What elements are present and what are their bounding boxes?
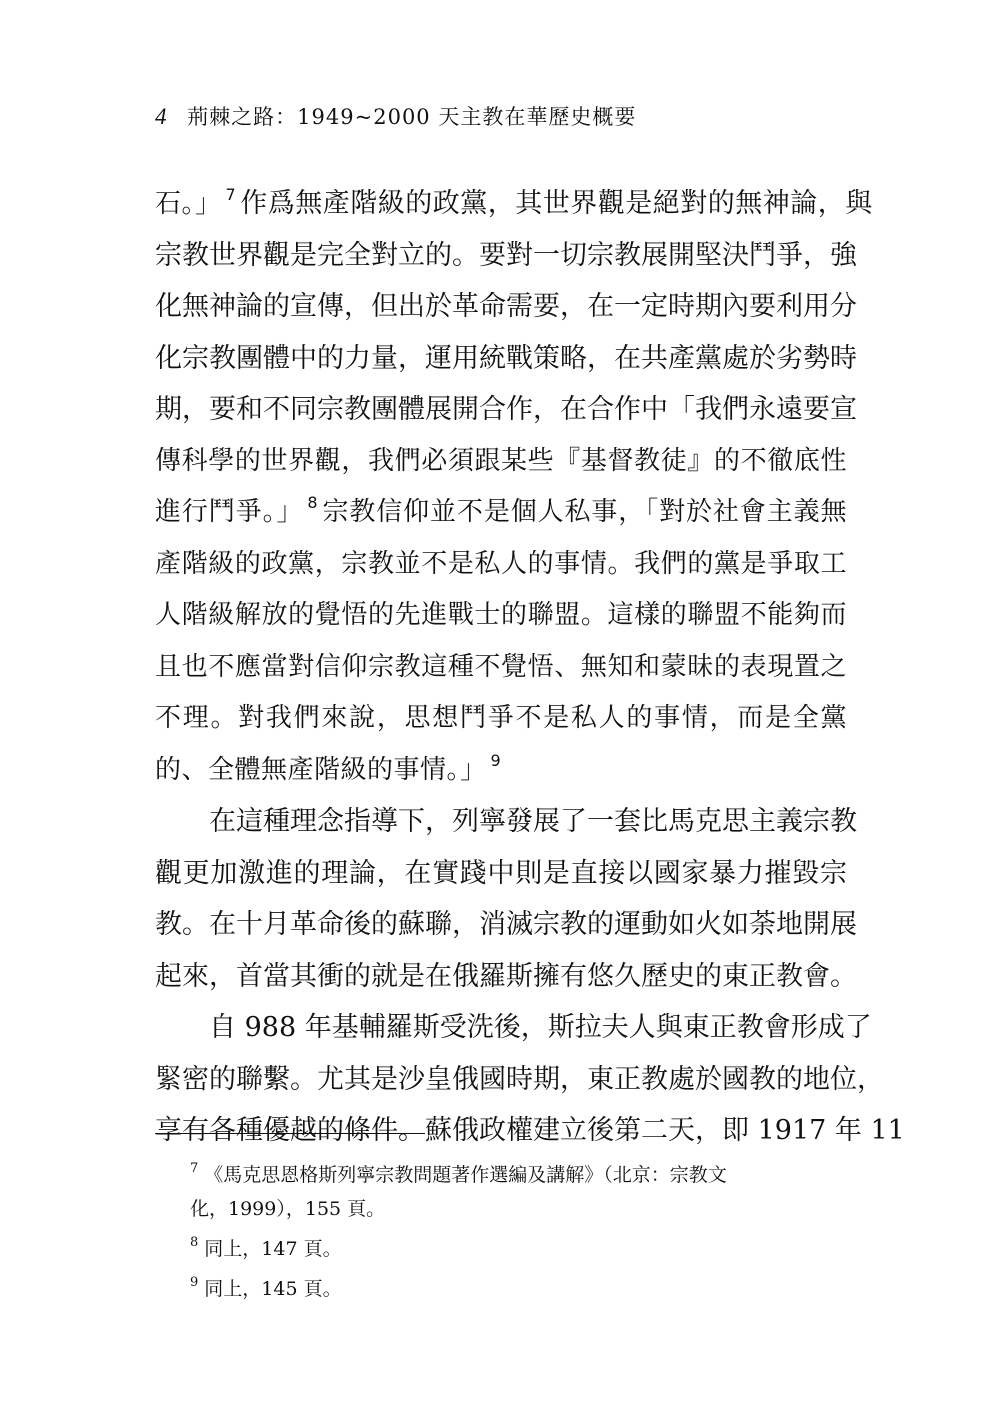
- footnote-text: 同上，147 頁。: [204, 1238, 342, 1260]
- text-line: 產階級的政黨，宗教並不是私人的事情。我們的黨是爭取工: [155, 548, 847, 579]
- text-line: 且也不應當對信仰宗教這種不覺悟、無知和蒙昧的表現置之: [155, 651, 847, 682]
- text-line: 人階級解放的覺悟的先進戰士的聯盟。這樣的聯盟不能夠而: [155, 600, 847, 630]
- paragraph-start-line: 自 988 年基輔羅斯受洗後，斯拉夫人與東正教會形成了: [209, 1012, 872, 1043]
- footnote-9: [190, 1266, 830, 1306]
- text-line: 化宗教團體中的力量，運用統戰策略，在共產黨處於劣勢時: [155, 342, 857, 374]
- paragraph-start-line: 在這種理念指導下，列寧發展了一套比馬克思主義宗教: [209, 806, 857, 837]
- text-line: 石。」 $^7$ 作爲無產階級的政黨，其世界觀是絕對的無神論，與: [155, 185, 873, 219]
- footnote-number: 8: [190, 1235, 199, 1250]
- book-title: 荊棘之路：1949~2000 天主教在華歷史概要: [187, 105, 637, 129]
- running-header: [155, 102, 636, 132]
- footnote-ref-9[interactable]: 9: [490, 750, 502, 770]
- footnote-separator: [155, 1133, 425, 1134]
- text-line: 化無神論的宣傳，但出於革命需要，在一定時期內要利用分: [155, 291, 857, 322]
- footnote-ref-7[interactable]: 7: [225, 185, 237, 204]
- text-line: 享有各種優越的條件。蘇俄政權建立後第二天，即 1917 年 11: [155, 1115, 905, 1146]
- footnote-ref-8[interactable]: 8: [307, 493, 319, 512]
- body-text: [155, 178, 905, 1157]
- text-line: 期，要和不同宗教團體展開合作，在合作中「我們永遠要宣: [155, 394, 857, 425]
- page-number: 4: [155, 104, 167, 129]
- text-line: 觀更加激進的理論，在實踐中則是直接以國家暴力摧毀宗: [155, 857, 847, 889]
- footnote-text: 同上，145 頁。: [204, 1278, 342, 1300]
- text-line: 傳科學的世界觀，我們必須跟某些『基督教徒』的不徹底性: [155, 445, 847, 476]
- text-line: 起來，首當其衝的就是在俄羅斯擁有悠久歷史的東正教會。: [155, 960, 857, 992]
- footnotes: [190, 1152, 830, 1306]
- footnote-number: 9: [190, 1275, 199, 1290]
- footnote-text: 《馬克思恩格斯列寧宗教問題著作選編及講解》（北京：宗教文: [204, 1164, 727, 1186]
- text-line: 宗教世界觀是完全對立的。要對一切宗教展開堅決鬥爭，強: [155, 239, 857, 271]
- text-line: 教。在十月革命後的蘇聯，消滅宗教的運動如火如荼地開展: [155, 909, 857, 940]
- text-line: 的、全體無產階級的事情。」 $^9$: [155, 750, 502, 785]
- footnote-8: [190, 1226, 830, 1266]
- footnote-7-continuation: 化，1999），155 頁。: [190, 1198, 386, 1220]
- text-line: 不理。對我們來說，思想鬥爭不是私人的事情，而是全黨: [155, 703, 847, 733]
- footnote-number: 7: [190, 1161, 199, 1176]
- text-line: 緊密的聯繫。尤其是沙皇俄國時期，東正教處於國教的地位，: [155, 1063, 884, 1095]
- footnote-7: [190, 1152, 830, 1192]
- text-line: 進行鬥爭。」 $^8$ 宗教信仰並不是個人私事，「對於社會主義無: [155, 493, 847, 527]
